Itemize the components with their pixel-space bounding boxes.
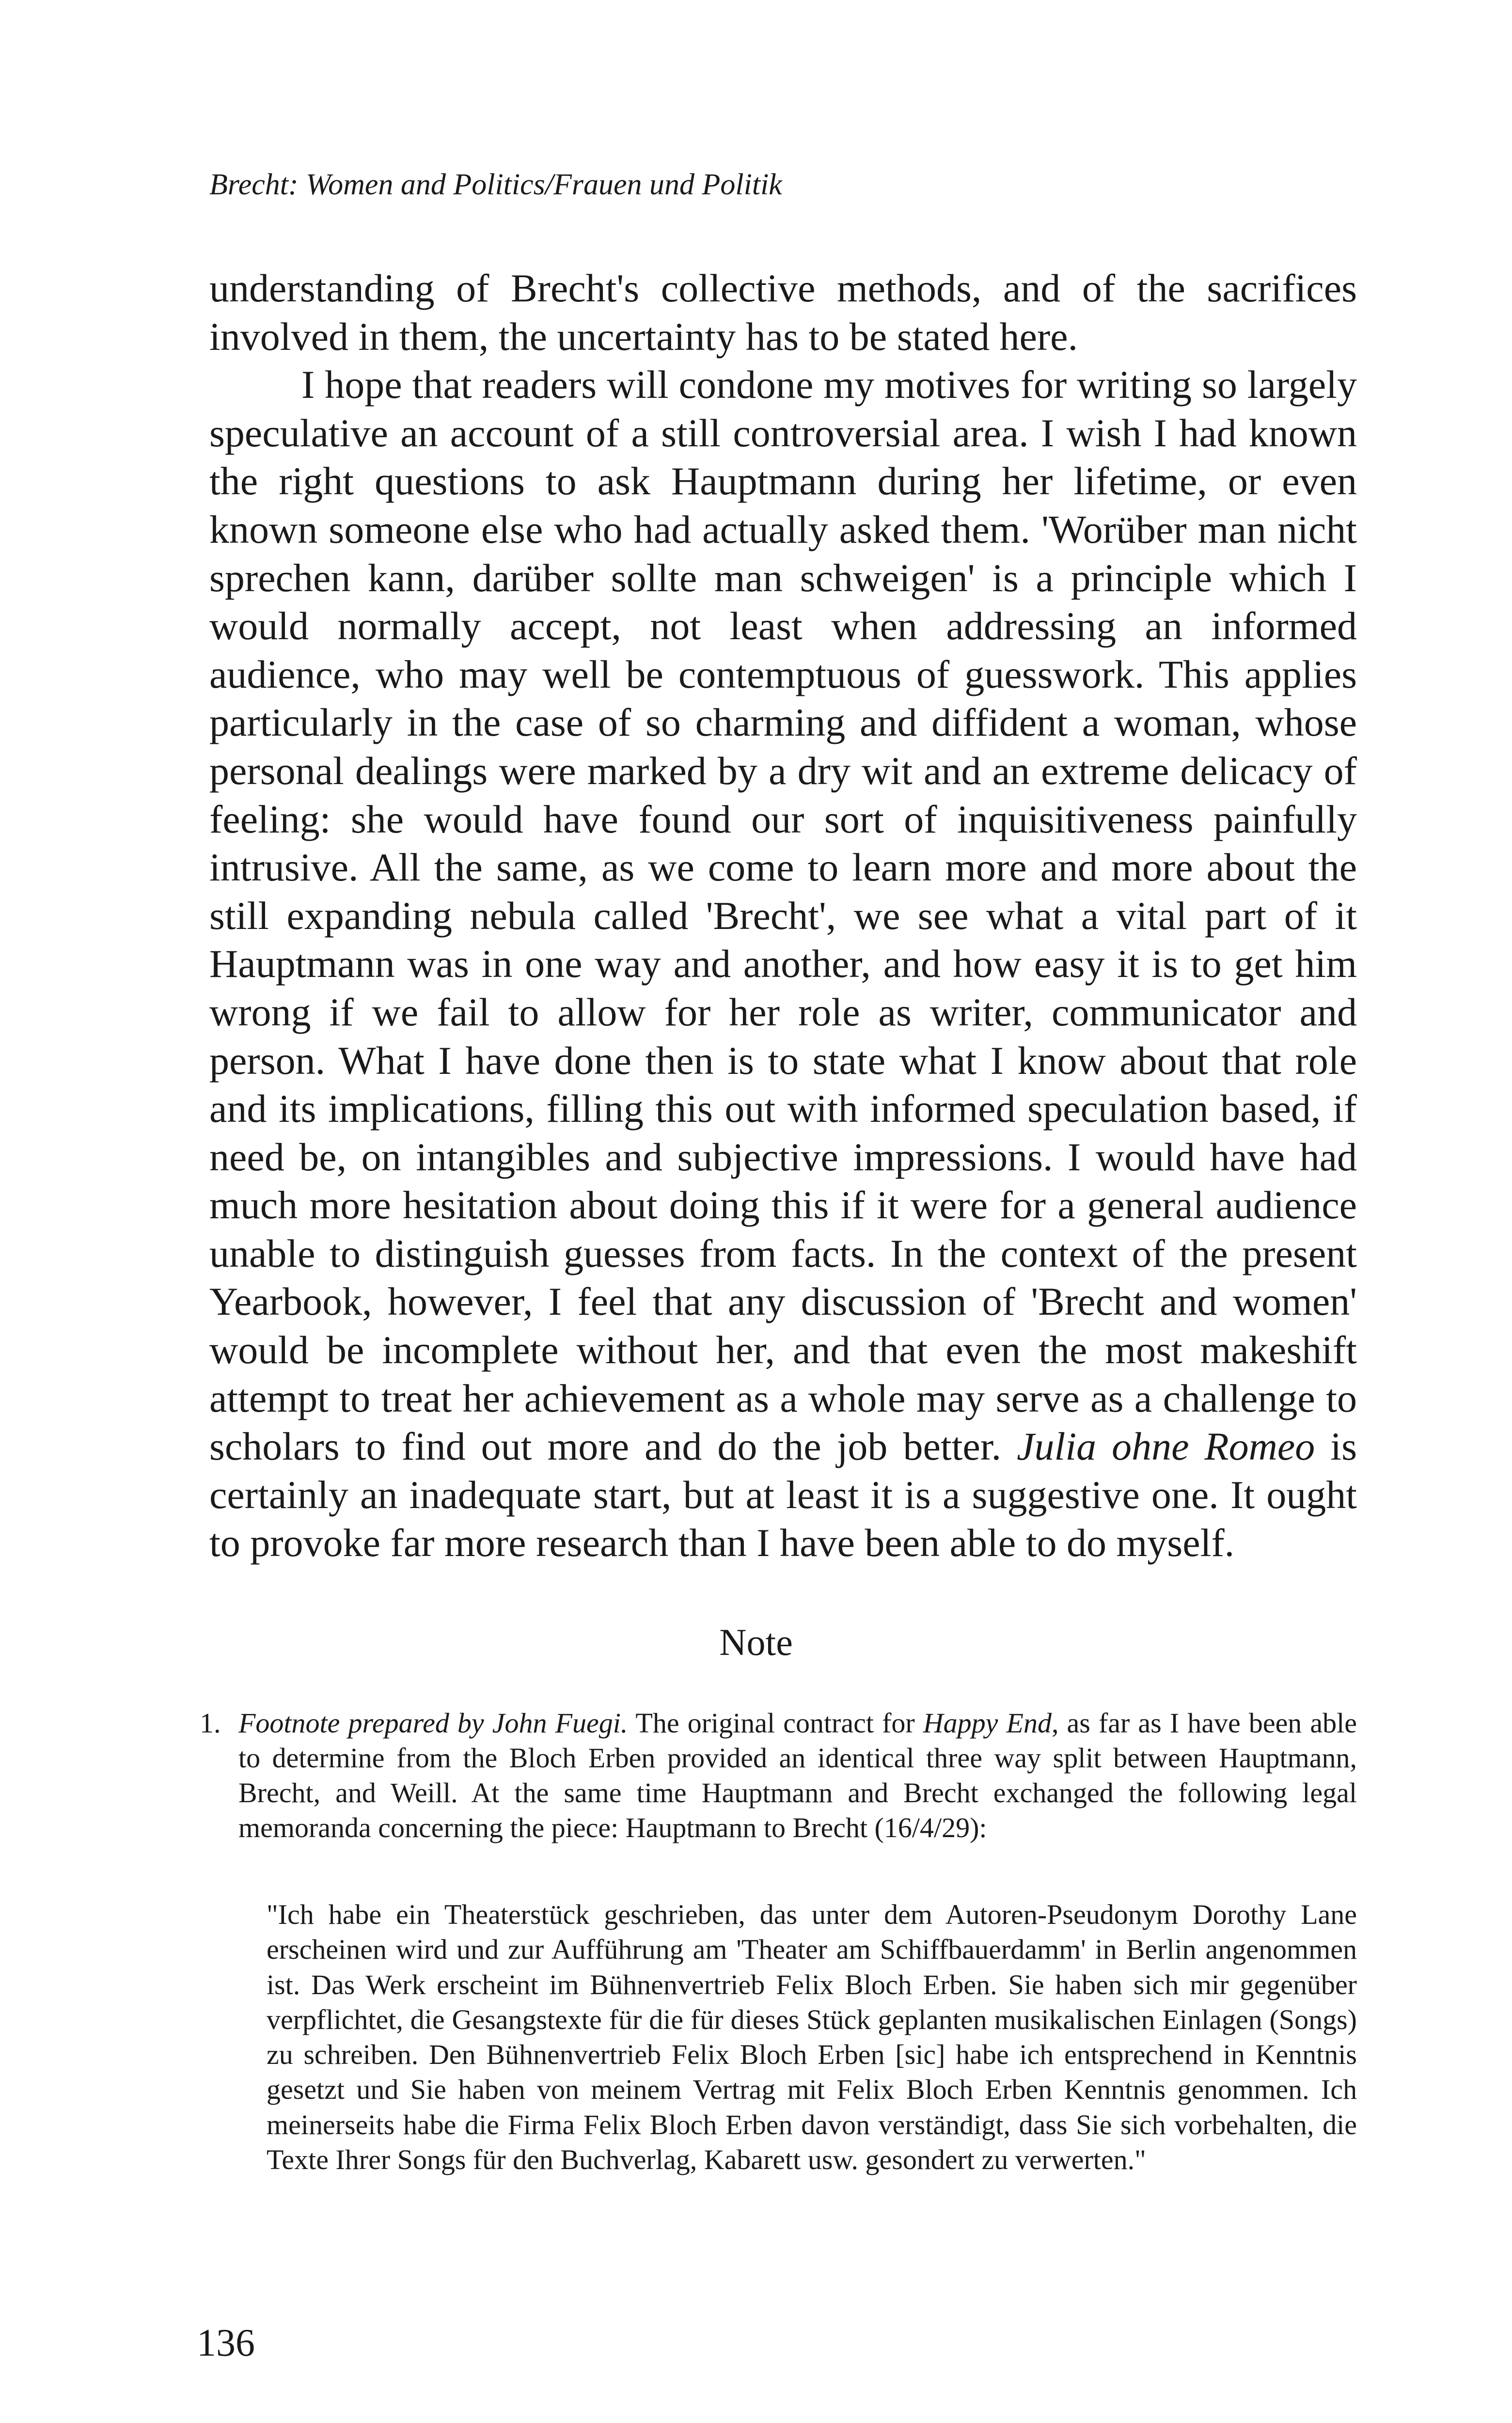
main-text: [209, 264, 1357, 1567]
footnote-body: [238, 1706, 1357, 1845]
play-title: Julia ohne Romeo: [1017, 1424, 1315, 1469]
footnote-text-2: , as far as I have been able to determine from the Bloch Erben provided an identical three way split between Hauptmann, Brecht, and Weill. At the same time Hauptmann and Brecht exchanged the following legal memoranda concerning the piece: Hauptmann to Brecht (16/4/29):: [238, 1707, 1357, 1843]
paragraph-continuation: understanding of Brecht's collective methods, and of the sacrifices involved in them, the uncertainty has to be stated here.: [209, 266, 1357, 359]
block-quotation: "Ich habe ein Theaterstück geschrieben, das unter dem Autoren-Pseudonym Dorothy Lane erscheinen wird und zur Aufführung am 'Theater am Schiffbauerdamm' in Berlin angenommen ist. Das Werk erscheint im Bühnenvertrieb Felix Bloch Erben. Sie haben sich mir gegenüber verpflichtet, die Gesangstexte für die für dieses Stück geplanten musikalischen Einlagen (Songs) zu schreiben. Den Bühnenvertrieb Felix Bloch Erben [sic] habe ich entsprechend in Kenntnis gesetzt und Sie haben von meinem Vertrag mit Felix Bloch Erben Kenntnis genommen. Ich meinerseits habe die Firma Felix Bloch Erben davon verständigt, dass Sie sich vorbehalten, die Texte Ihrer Songs für den Buchverlag, Kabarett usw. gesondert zu verwerten.": [267, 1899, 1357, 2176]
footnote-number: 1.: [200, 1707, 221, 1739]
note-heading: Note: [719, 1621, 793, 1663]
footnote: [200, 1706, 1357, 1845]
paragraph-main: [209, 361, 1357, 1567]
final-sentence-text: is certainly an inadequate start, but at least it is a suggestive one. It ought to provoke far more research than I have been able to do myself.: [209, 1424, 1357, 1565]
page-number: 136: [197, 2322, 255, 2364]
running-head: Brecht: Women and Politics/Frauen und Politik: [209, 168, 782, 201]
paragraph-main-text: I hope that readers will condone my motives for writing so largely speculative an account of a still controversial area. I wish I had known the right questions to ask Hauptmann during her lifetime, or even known someone else who had actually asked them. 'Worüber man nicht sprechen kann, darüber sollte man schweigen' is a principle which I would normally accept, not least when addressing an informed audience, who may well be contemptuous of guesswork. This applies particularly in the case of so charming and diffident a woman, whose personal dealings were marked by a dry wit and an extreme delicacy of feeling: she would have found our sort of inquisitiveness painfully intrusive. All the same, as we come to learn more and more about the still expanding nebula called 'Brecht', we see what a vital part of it Hauptmann was in one way and another, and how easy it is to get him wrong if we fail to allow for her role as writer, communicator and person. What I have done then is to state what I know about that role and its implications, filling this out with informed speculation based, if need be, on intangibles and subjective impressions. I would have had much more hesitation about doing this if it were for a general audience unable to distinguish guesses from facts. In the context of the present Yearbook, however, I feel that any discussion of 'Brecht and women' would be incomplete without her, and that even the most makeshift attempt to treat her achievement as a whole may serve as a challenge to scholars to find out more and do the job better.: [209, 362, 1357, 1469]
footnote-work-title: Happy End: [923, 1707, 1052, 1739]
footnote-lead: Footnote prepared by John Fuegi.: [238, 1707, 628, 1739]
footnote-text-1: The original contract for: [628, 1707, 923, 1739]
